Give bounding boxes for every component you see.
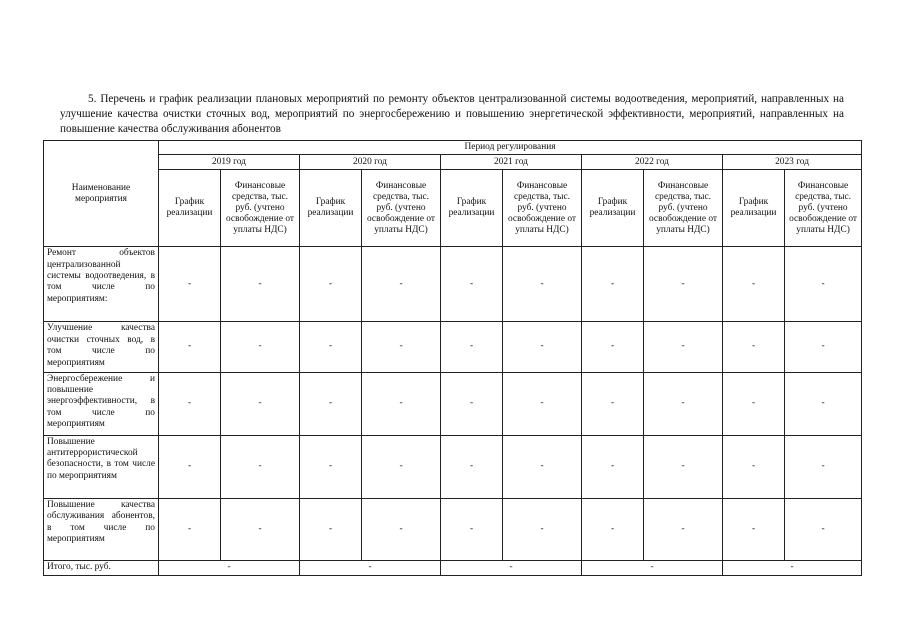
total-cell: - (582, 560, 723, 575)
value-cell: - (503, 372, 582, 435)
schedule-header: График реализации (300, 170, 362, 247)
value-cell: - (503, 498, 582, 560)
value-cell: - (582, 435, 644, 498)
total-cell: - (300, 560, 441, 575)
section-heading (60, 92, 844, 137)
value-cell: - (159, 247, 221, 322)
value-cell: - (582, 498, 644, 560)
value-cell: - (723, 498, 785, 560)
year-header: 2020 год (300, 155, 441, 170)
value-cell: - (159, 372, 221, 435)
value-cell: - (644, 435, 723, 498)
value-cell: - (644, 498, 723, 560)
value-cell: - (362, 247, 441, 322)
table-row (44, 372, 862, 435)
value-cell: - (503, 247, 582, 322)
activity-name: Энергосбережение и повышение энергоэффективности, в том числе по мероприятиям (44, 372, 159, 435)
table-row (44, 247, 862, 322)
value-cell: - (441, 435, 503, 498)
value-cell: - (723, 435, 785, 498)
finance-header: Финансовые средства, тыс. руб. (учтено освобождение от уплаты НДС) (785, 170, 862, 247)
finance-header: Финансовые средства, тыс. руб. (учтено освобождение от уплаты НДС) (221, 170, 300, 247)
total-cell: - (441, 560, 582, 575)
header-row-years (44, 155, 862, 170)
value-cell: - (582, 322, 644, 372)
activity-name: Ремонт объектов централизованной системы водоотведения, в том числе по мероприятиям: (44, 247, 159, 322)
value-cell: - (159, 435, 221, 498)
value-cell: - (441, 322, 503, 372)
value-cell: - (644, 247, 723, 322)
plan-table (43, 140, 862, 576)
finance-header: Финансовые средства, тыс. руб. (учтено освобождение от уплаты НДС) (362, 170, 441, 247)
value-cell: - (300, 435, 362, 498)
value-cell: - (362, 435, 441, 498)
value-cell: - (362, 372, 441, 435)
value-cell: - (441, 498, 503, 560)
header-row-period (44, 141, 862, 155)
value-cell: - (221, 247, 300, 322)
value-cell: - (785, 247, 862, 322)
activity-name: Повышение антитеррористической безопасности, в том числе по мероприятиям (44, 435, 159, 498)
year-header: 2021 год (441, 155, 582, 170)
name-header: Наименование мероприятия (44, 141, 159, 247)
schedule-header: График реализации (159, 170, 221, 247)
value-cell: - (582, 372, 644, 435)
value-cell: - (221, 372, 300, 435)
value-cell: - (362, 322, 441, 372)
value-cell: - (723, 372, 785, 435)
table-row (44, 435, 862, 498)
value-cell: - (785, 435, 862, 498)
value-cell: - (503, 435, 582, 498)
value-cell: - (644, 322, 723, 372)
value-cell: - (300, 498, 362, 560)
total-row (44, 560, 862, 575)
activity-name: Повышение качества обслуживания абонентов, в том числе по мероприятиям (44, 498, 159, 560)
table-row (44, 322, 862, 372)
value-cell: - (300, 322, 362, 372)
value-cell: - (441, 247, 503, 322)
value-cell: - (362, 498, 441, 560)
value-cell: - (723, 322, 785, 372)
value-cell: - (785, 322, 862, 372)
value-cell: - (785, 372, 862, 435)
value-cell: - (785, 498, 862, 560)
year-header: 2022 год (582, 155, 723, 170)
value-cell: - (221, 322, 300, 372)
finance-header: Финансовые средства, тыс. руб. (учтено освобождение от уплаты НДС) (503, 170, 582, 247)
period-header: Период регулирования (159, 141, 862, 155)
value-cell: - (159, 498, 221, 560)
value-cell: - (503, 322, 582, 372)
value-cell: - (723, 247, 785, 322)
total-cell: - (159, 560, 300, 575)
table-row (44, 498, 862, 560)
activity-name: Улучшение качества очистки сточных вод, в том числе по мероприятиям (44, 322, 159, 372)
total-label: Итого, тыс. руб. (44, 560, 159, 575)
value-cell: - (221, 435, 300, 498)
value-cell: - (582, 247, 644, 322)
header-row-subcolumns (44, 170, 862, 247)
schedule-header: График реализации (723, 170, 785, 247)
value-cell: - (300, 247, 362, 322)
value-cell: - (644, 372, 723, 435)
value-cell: - (441, 372, 503, 435)
year-header: 2023 год (723, 155, 862, 170)
finance-header: Финансовые средства, тыс. руб. (учтено освобождение от уплаты НДС) (644, 170, 723, 247)
total-cell: - (723, 560, 862, 575)
schedule-header: График реализации (441, 170, 503, 247)
schedule-header: График реализации (582, 170, 644, 247)
year-header: 2019 год (159, 155, 300, 170)
value-cell: - (159, 322, 221, 372)
section-heading-text: 5. Перечень и график реализации плановых мероприятий по ремонту объектов централизованной системы водоотведения, мероприятий, направленных на улучшение качества очистки сточных вод, мероприятий по энергосбережению и повышению энергетической эффективности, мероприятий, направленных на повышение качества обслуживания абонентов (60, 93, 844, 135)
value-cell: - (221, 498, 300, 560)
value-cell: - (300, 372, 362, 435)
